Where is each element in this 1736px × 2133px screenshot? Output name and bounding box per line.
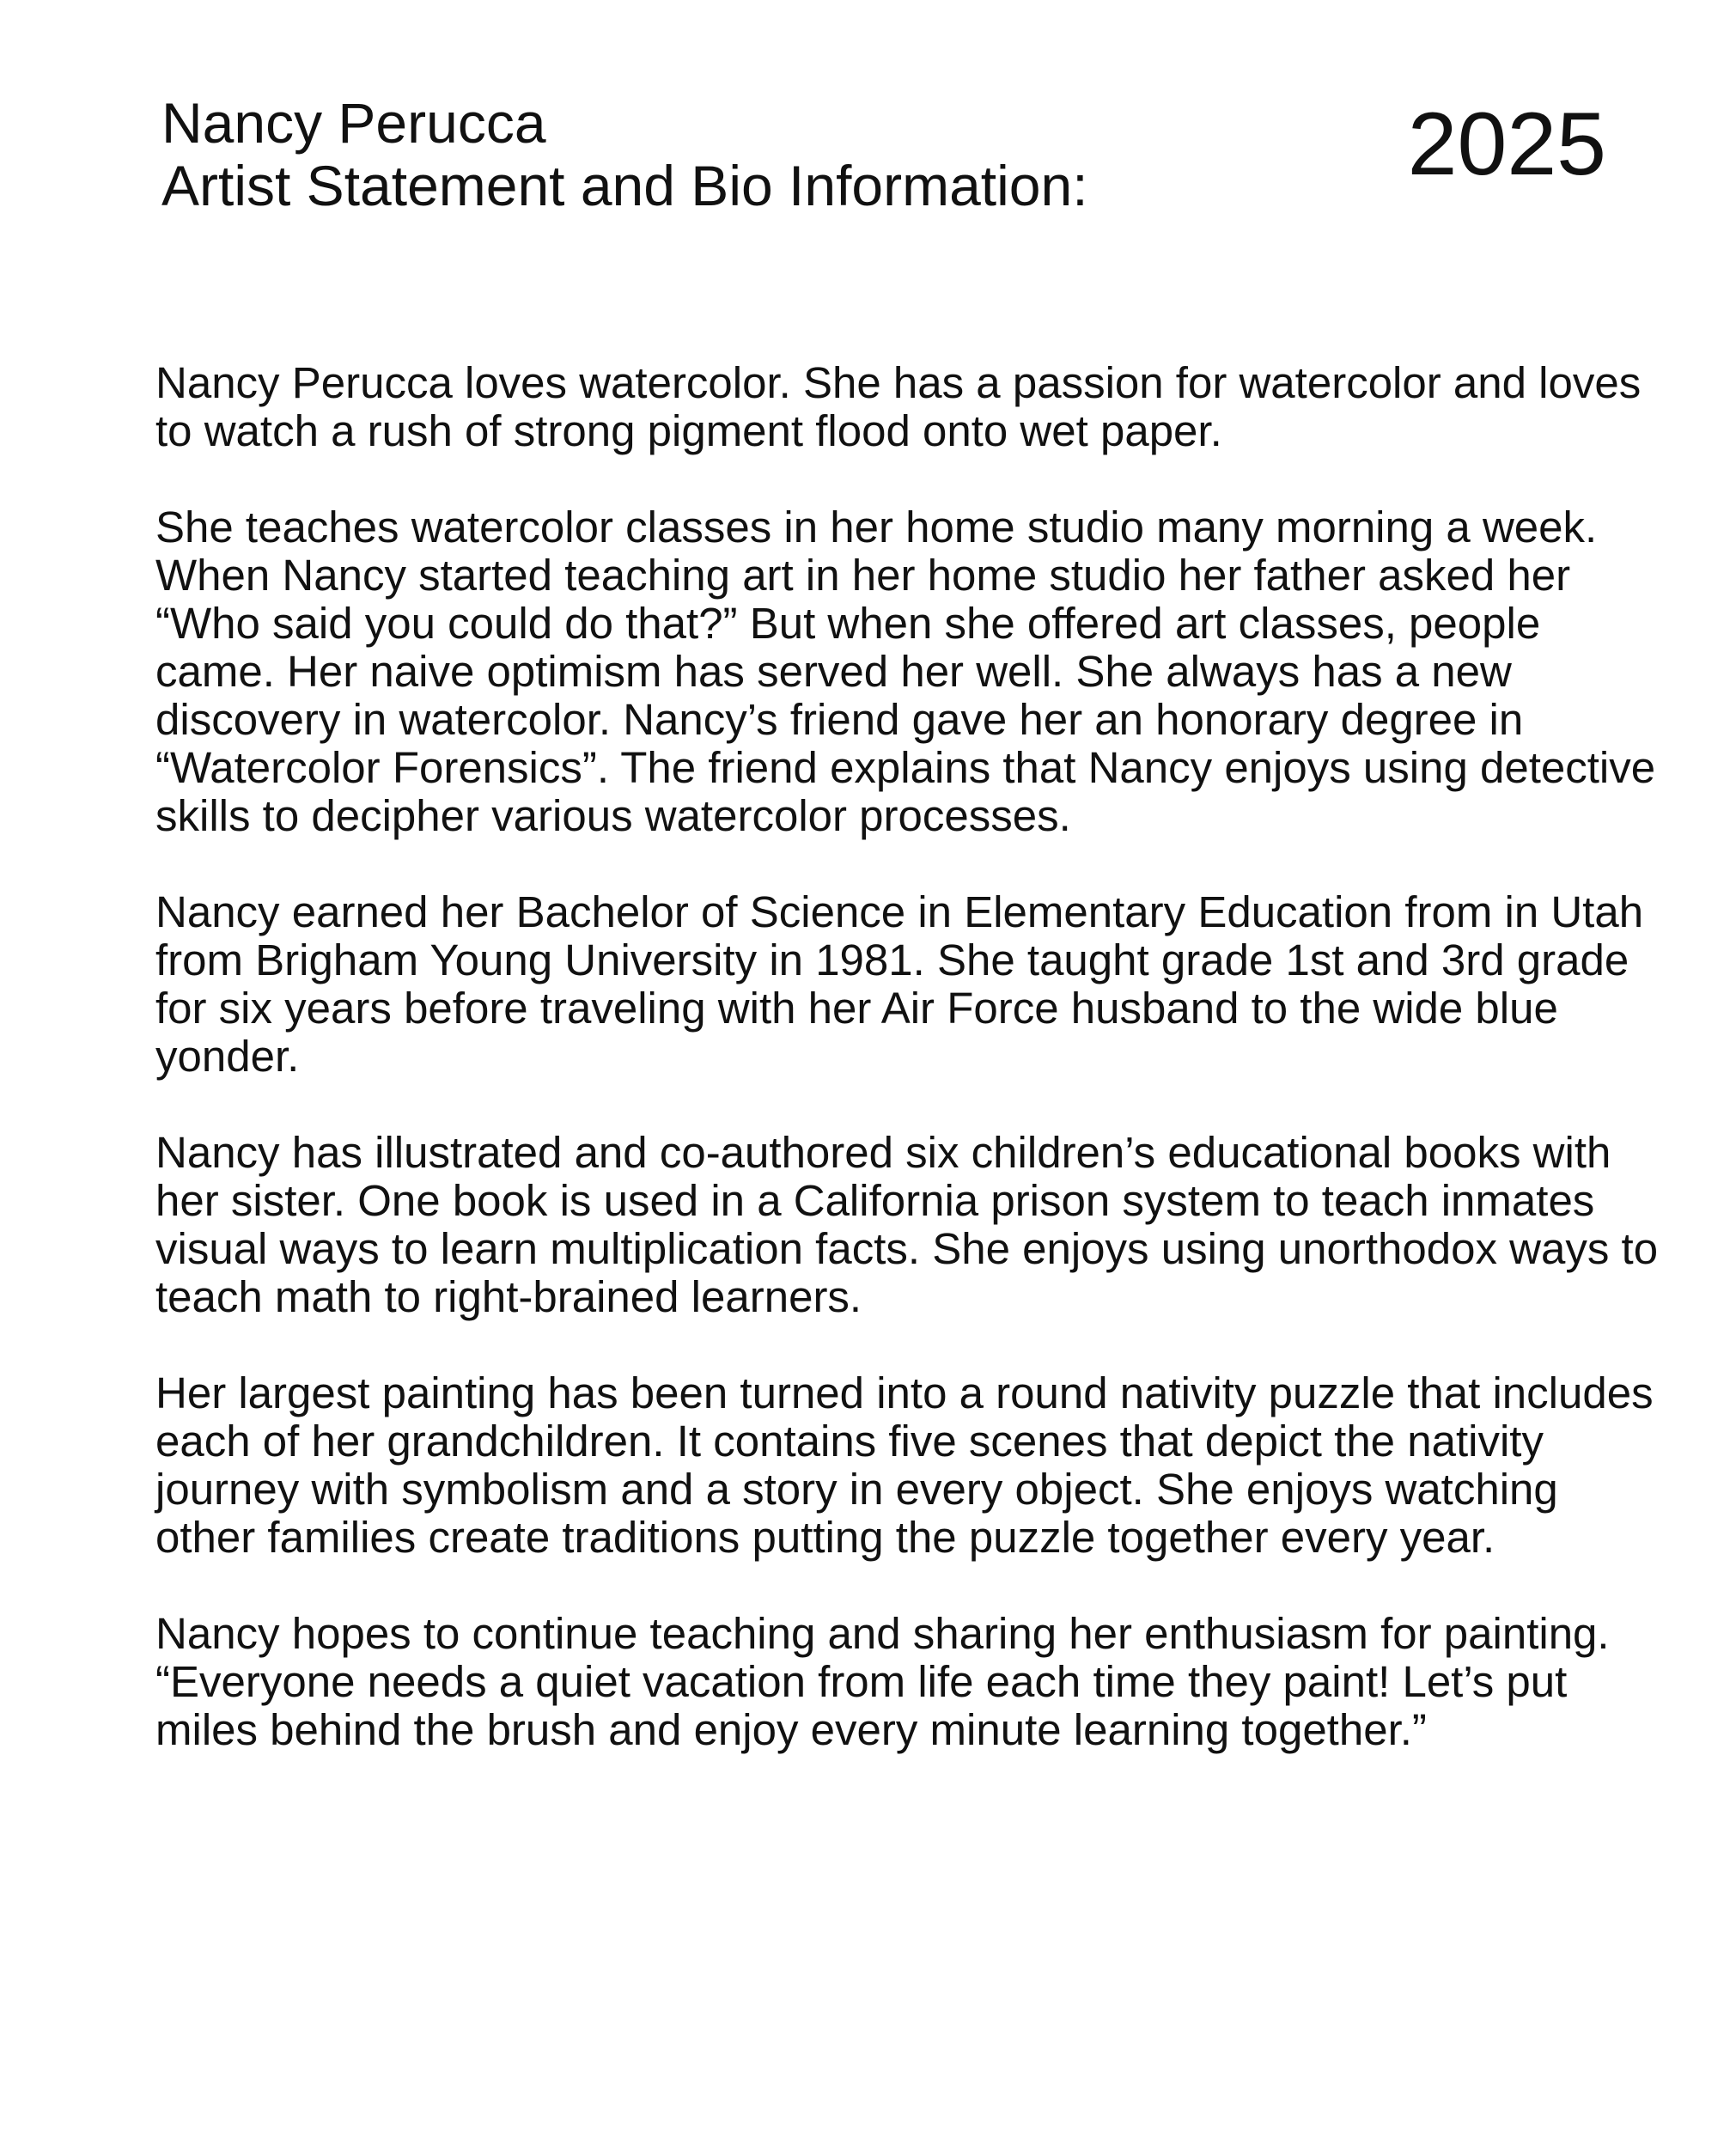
paragraph-line: teach math to right-brained learners. <box>155 1272 862 1321</box>
paragraph-4 <box>155 1128 1659 1321</box>
paragraph-1 <box>155 358 1642 455</box>
paragraph-line: “Who said you could do that?” But when she offered art classes, people <box>155 599 1541 648</box>
document-title: Artist Statement and Bio Information: <box>161 154 1088 217</box>
paragraph-line: Nancy earned her Bachelor of Science in Elementary Education from in Utah <box>155 887 1644 936</box>
document-year: 2025 <box>1407 94 1606 194</box>
paragraph-line: When Nancy started teaching art in her home studio her father asked her <box>155 551 1571 600</box>
paragraph-line: for six years before traveling with her Air Force husband to the wide blue <box>155 984 1558 1033</box>
paragraph-line: skills to decipher various watercolor processes. <box>155 791 1071 840</box>
paragraph-3 <box>155 887 1644 1081</box>
paragraph-line: discovery in watercolor. Nancy’s friend gave her an honorary degree in <box>155 695 1524 744</box>
paragraph-line: Nancy hopes to continue teaching and sharing her enthusiasm for painting. <box>155 1609 1610 1658</box>
paragraph-line: Her largest painting has been turned into a round nativity puzzle that includes <box>155 1368 1654 1417</box>
paragraph-line: each of her grandchildren. It contains five scenes that depict the nativity <box>155 1417 1544 1466</box>
paragraph-line: from Brigham Young University in 1981. She taught grade 1st and 3rd grade <box>155 935 1629 984</box>
paragraph-line: yonder. <box>155 1032 300 1081</box>
paragraph-line: Nancy has illustrated and co-authored six children’s educational books with <box>155 1128 1611 1177</box>
paragraph-line: Nancy Perucca loves watercolor. She has a passion for watercolor and loves <box>155 358 1642 407</box>
paragraph-line: She teaches watercolor classes in her home studio many morning a week. <box>155 503 1598 552</box>
paragraph-line: visual ways to learn multiplication facts. She enjoys using unorthodox ways to <box>155 1224 1659 1273</box>
paragraph-line: her sister. One book is used in a California prison system to teach inmates <box>155 1176 1595 1225</box>
paragraph-line: miles behind the brush and enjoy every minute learning together.” <box>155 1705 1427 1754</box>
paragraph-line: “Everyone needs a quiet vacation from life each time they paint! Let’s put <box>155 1657 1568 1706</box>
paragraph-line: other families create traditions putting the puzzle together every year. <box>155 1513 1495 1562</box>
paragraph-line: to watch a rush of strong pigment flood onto wet paper. <box>155 406 1222 455</box>
paragraph-6 <box>155 1610 1633 1754</box>
paragraph-line: “Watercolor Forensics”. The friend explains that Nancy enjoys using detective <box>155 743 1656 792</box>
paragraph-2 <box>155 503 1656 840</box>
paragraph-line: came. Her naive optimism has served her well. She always has a new <box>155 647 1512 696</box>
paragraph-5 <box>155 1368 1654 1562</box>
artist-name: Nancy Perucca <box>161 91 546 155</box>
document-body <box>155 358 1659 1802</box>
paragraph-line: journey with symbolism and a story in every object. She enjoys watching <box>155 1465 1558 1514</box>
